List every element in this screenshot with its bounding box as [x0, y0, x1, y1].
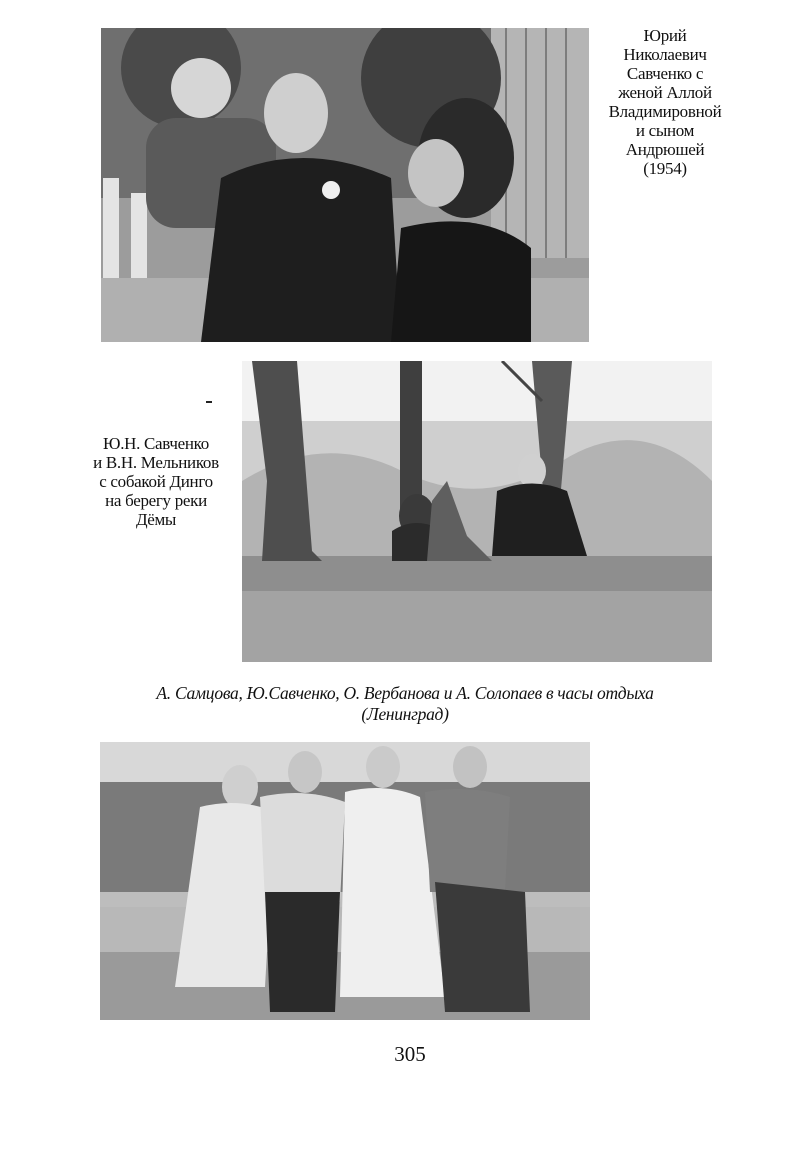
photo-family-1954	[101, 28, 589, 342]
caption-group	[90, 683, 720, 725]
caption-family-line: и сыном	[635, 121, 695, 140]
caption-river-line: с собакой Динго	[99, 472, 213, 491]
caption-family-line: женой Аллой	[618, 83, 712, 102]
photo-group-image	[100, 742, 590, 1020]
caption-family	[592, 26, 738, 178]
photo-river-bank	[242, 361, 712, 662]
photo-family-image	[101, 28, 589, 342]
caption-family-line: Николаевич	[623, 45, 707, 64]
caption-family-line: Андрюшей	[625, 140, 705, 159]
caption-family-line: Владимировной	[608, 102, 722, 121]
caption-family-line: (1954)	[643, 159, 687, 178]
caption-family-line: Савченко с	[626, 64, 704, 83]
photo-group-leningrad	[100, 742, 590, 1020]
caption-group-line: (Ленинград)	[361, 704, 449, 724]
caption-river	[80, 434, 232, 529]
caption-river-line: и В.Н. Мельников	[93, 453, 219, 472]
caption-river-line: на берегу реки	[105, 491, 207, 510]
caption-river-line: Ю.Н. Савченко	[103, 434, 209, 453]
caption-group-line: А. Самцова, Ю.Савченко, О. Вербанова и А. Солопаев в часы отдыха	[156, 683, 654, 703]
caption-family-line: Юрий	[643, 26, 687, 45]
photo-river-image	[242, 361, 712, 662]
print-speck	[206, 401, 212, 403]
caption-river-line: Дёмы	[135, 510, 177, 529]
page-number: 305	[394, 1042, 426, 1066]
